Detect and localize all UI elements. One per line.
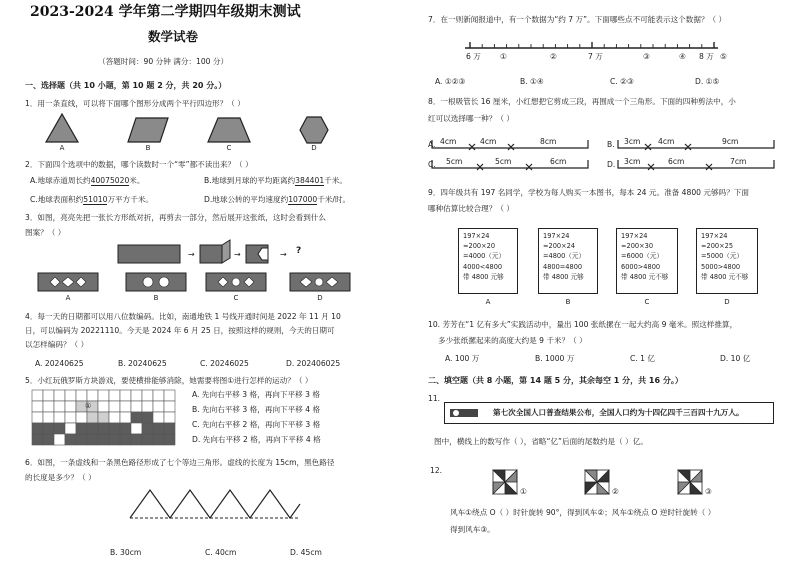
q2-d-post: 千米/时。 [317, 195, 351, 204]
q9-label-d: D [724, 298, 730, 306]
box-b-line: =4800（元） [543, 252, 586, 261]
exam-title: 2023-2024 学年第二学期四年级期末测试 [30, 4, 301, 20]
right-column [400, 0, 794, 561]
q5-option-a: A. 先向右平移 3 格，再向下平移 3 格 [192, 390, 320, 399]
q8-a-seg-1: 4cm [440, 137, 457, 146]
q4-option-a: A. 20240625 [35, 359, 84, 368]
q10-line-1: 10. 芳芳在“1 亿有多大”实践活动中，量出 100 张纸摞在一起大约高 9 毫米。照这样推算， [428, 320, 738, 329]
q8-d-seg-1: 3cm [624, 157, 641, 166]
q6-line-2: 的长度是多少？（ ） [25, 473, 96, 482]
q8-line-2: 红可以选择哪一种？（ ） [428, 114, 514, 123]
q11-line-2: 图中，横线上的数写作（ ），省略“亿”后面的尾数约是（ ）亿。 [434, 437, 648, 446]
svg-text:→: → [188, 250, 195, 259]
q8-label-d: D. [607, 160, 616, 169]
q12-line-2: 得到风车③。 [450, 525, 495, 534]
box-a-line: =4000（元） [463, 252, 506, 261]
q8-b-seg-1: 3cm [624, 137, 641, 146]
pinwheel-blade [585, 470, 597, 482]
box-b-line: ≈200×24 [543, 242, 576, 251]
q1-text: 1．用一条直线，可以将下面哪个图形分成两个平行四边形？（ ） [25, 99, 245, 108]
q2-d-pre: D.地球公转的平均速度约 [204, 195, 289, 204]
point-4: ④ [679, 52, 686, 61]
q1-label-a: A [59, 144, 65, 152]
pinwheel-blade [493, 482, 505, 494]
q1-label-b: B [145, 144, 151, 152]
q4-line-3: 以怎样编码？（ ） [25, 340, 89, 349]
point-2: ② [550, 52, 557, 61]
pinwheel-icon [493, 470, 517, 494]
pinwheels [400, 0, 794, 561]
pinwheel-blade [690, 470, 702, 482]
q6-option-d: D. 45cm [290, 548, 322, 557]
q8-c-seg-1: 5cm [446, 157, 463, 166]
q3-label-a: A [65, 294, 71, 302]
q3-label-d: D [317, 294, 323, 302]
q9-line-2: 哪种估算比较合理？（ ） [428, 204, 514, 213]
box-c-line: 带 4800 元不够 [621, 272, 669, 281]
point-5: ⑤ [720, 52, 727, 61]
q3-line-1: 3．如图，亮亮先把一张长方形纸对折，再剪去一部分，然后展开这张纸，这时会看到什么 [25, 213, 326, 222]
svg-text:→: → [280, 250, 287, 259]
q7-option-a: A. ①②③ [435, 77, 466, 86]
point-3: ③ [643, 52, 650, 61]
q2-a-number: 40075020 [90, 176, 130, 185]
q10-option-b: B. 1000 万 [535, 354, 575, 363]
pinwheel-blade [597, 470, 609, 482]
q4-line-1: 4．每一天的日期都可以用八位数编码。比如，南通地铁 1 号线开通时间是 2022 年 11 月 10 [25, 312, 341, 321]
box-c-line: =6000（元） [621, 252, 664, 261]
box-c-line: 197×24 [621, 232, 648, 240]
q2-text: 2．下面四个选项中的数据，哪个读数时一个“零”都不读出来？（ ） [25, 160, 253, 169]
box-c-line: ≈200×30 [621, 242, 654, 251]
point-1: ① [500, 52, 507, 61]
q3-line-2: 图案？（ ） [25, 228, 66, 237]
q7-option-b: B. ①④ [520, 77, 544, 86]
q10-option-c: C. 1 亿 [630, 354, 655, 363]
q8-d-seg-2: 6cm [668, 157, 685, 166]
pinwheel-blade [493, 470, 505, 482]
q6-option-c: C. 40cm [205, 548, 237, 557]
q1-label-d: D [311, 144, 317, 152]
q9-label-c: C [644, 298, 650, 306]
box-b-line: 4800=4800 [543, 262, 583, 271]
q10-option-d: D. 10 亿 [720, 354, 751, 363]
q7-option-c: C. ②③ [610, 77, 634, 86]
q5-piece-marker: ① [85, 402, 92, 410]
box-b-line: 197×24 [543, 232, 570, 240]
q8-b-seg-3: 9cm [722, 137, 739, 146]
box-d-line: ≈200×25 [701, 242, 734, 251]
q8-d-seg-3: 7cm [730, 157, 747, 166]
box-a-line: 197×24 [463, 232, 490, 240]
q8-a-seg-2: 4cm [480, 137, 497, 146]
q2-b-pre: B.地球到月球的平均距离约 [204, 176, 296, 185]
census-notice-text: 第七次全国人口普查结果公布，全国人口约为十四亿四千三百四十九万人。 [493, 408, 744, 417]
q5-text: 5．小红玩俄罗斯方块游戏，要使横排能够消除，她需要将图①进行怎样的运动？（ ） [25, 376, 313, 385]
q8-a-seg-3: 8cm [540, 137, 557, 146]
q8-c-seg-2: 5cm [495, 157, 512, 166]
q4-option-c: C. 20246025 [200, 359, 249, 368]
q9-line-1: 9．四年级共有 197 名同学，学校为每人购买一本图书，每本 24 元。准备 4800 元够吗？下面 [428, 188, 749, 197]
q8-c-seg-3: 6cm [550, 157, 567, 166]
q2-d-number: 107000 [288, 195, 318, 204]
axis-label-6wan: 6 万 [466, 52, 481, 61]
box-d-line: 5000>4800 [701, 262, 741, 271]
pinwheel-2-label: ② [612, 487, 619, 496]
q9-label-b: B [565, 298, 571, 306]
box-d-line: 197×24 [701, 232, 728, 240]
q12-line-1: 风车①绕点 O（ ）时针旋转 90°，得到风车②；风车①绕点 O 逆时针旋转（ ） [450, 508, 716, 517]
q8-label-a: A. [428, 140, 436, 149]
section-2-title: 二、填空题（共 8 小题，第 14 题 5 分，其余每空 1 分，共 16 分。） [428, 376, 683, 385]
q2-b-number: 384401 [295, 176, 325, 185]
q2-a-post: 米。 [129, 176, 145, 185]
pinwheel-blade [678, 470, 690, 482]
pinwheel-blade [597, 482, 609, 494]
pinwheel-1-label: ① [520, 487, 527, 496]
pinwheel-blade [505, 482, 517, 494]
box-a-line: 带 4800 元够 [463, 272, 504, 281]
pinwheel-icon [585, 470, 609, 494]
q4-option-b: B. 20240625 [118, 359, 167, 368]
pinwheel-blade [505, 470, 517, 482]
q3-question-mark: ? [296, 246, 302, 256]
pinwheel-blade [678, 482, 690, 494]
q5-option-b: B. 先向右平移 3 格，再向下平移 4 格 [192, 405, 321, 414]
q4-line-2: 日，可以编码为 20221110。今天是 2024 年 6 月 25 日，按照这样的规则，今天的日期可 [25, 326, 335, 335]
box-d-line: 带 4800 元不够 [701, 272, 749, 281]
q6-line-1: 6．如图，一条虚线和一条黑色路径形成了七个等边三角形。虚线的长度为 15cm，黑色路径 [25, 458, 335, 467]
q6-option-b: B. 30cm [110, 548, 142, 557]
box-a-line: ≈200×20 [463, 242, 496, 251]
q4-option-d: D. 202406025 [286, 359, 341, 368]
q7-text: 7．在一则新闻报道中，有一个数据为“约 7 万”。下面哪些点不可能表示这个数据？（ ） [428, 15, 727, 24]
q12-number: 12. [430, 466, 443, 475]
q1-label-c: C [226, 144, 232, 152]
pinwheel-blade [585, 482, 597, 494]
q10-line-2: 多少张纸摞起来的高度大约是 9 千米？（ ） [438, 336, 587, 345]
q11-number: 11. [428, 394, 441, 403]
box-a-line: 4000<4800 [463, 262, 503, 271]
q2-a-pre: A.地球赤道周长约 [30, 176, 91, 185]
pinwheel-3-label: ③ [705, 487, 712, 496]
q3-label-c: C [233, 294, 239, 302]
q2-c-number: 51010 [83, 195, 108, 204]
time-info: （答题时间：90 分钟 满分：100 分） [98, 57, 229, 66]
svg-text:→: → [234, 250, 241, 259]
q9-label-a: A [485, 298, 491, 306]
box-d-line: =5000（元） [701, 252, 744, 261]
box-c-line: 6000>4800 [621, 262, 661, 271]
axis-label-8wan: 8 万 [699, 52, 714, 61]
q8-line-1: 8．一根吸管长 16 厘米，小红想把它剪成三段，再围成一个三角形。下面的四种剪法中，小 [428, 97, 736, 106]
q8-b-seg-2: 4cm [658, 137, 675, 146]
q5-option-c: C. 先向右平移 2 格，再向下平移 3 格 [192, 420, 321, 429]
axis-label-7wan: 7 万 [588, 52, 603, 61]
q8-label-c: C. [428, 160, 436, 169]
q7-option-d: D. ①⑤ [695, 77, 720, 86]
q3-label-b: B [153, 294, 159, 302]
box-b-line: 带 4800 元够 [543, 272, 584, 281]
q2-b-post: 千米。 [324, 176, 347, 185]
pinwheel-icon [678, 470, 702, 494]
q5-option-d: D. 先向右平移 2 格，再向下平移 4 格 [192, 435, 321, 444]
q10-option-a: A. 100 万 [445, 354, 480, 363]
pinwheel-blade [690, 482, 702, 494]
q8-label-b: B. [607, 140, 615, 149]
exam-subtitle: 数学试卷 [148, 29, 199, 44]
q2-c-pre: C.地球表面积约 [30, 195, 84, 204]
section-1-title: 一、选择题（共 10 小题，第 10 题 2 分，共 20 分。） [25, 81, 227, 90]
q2-c-post: 万平方千米。 [107, 195, 154, 204]
